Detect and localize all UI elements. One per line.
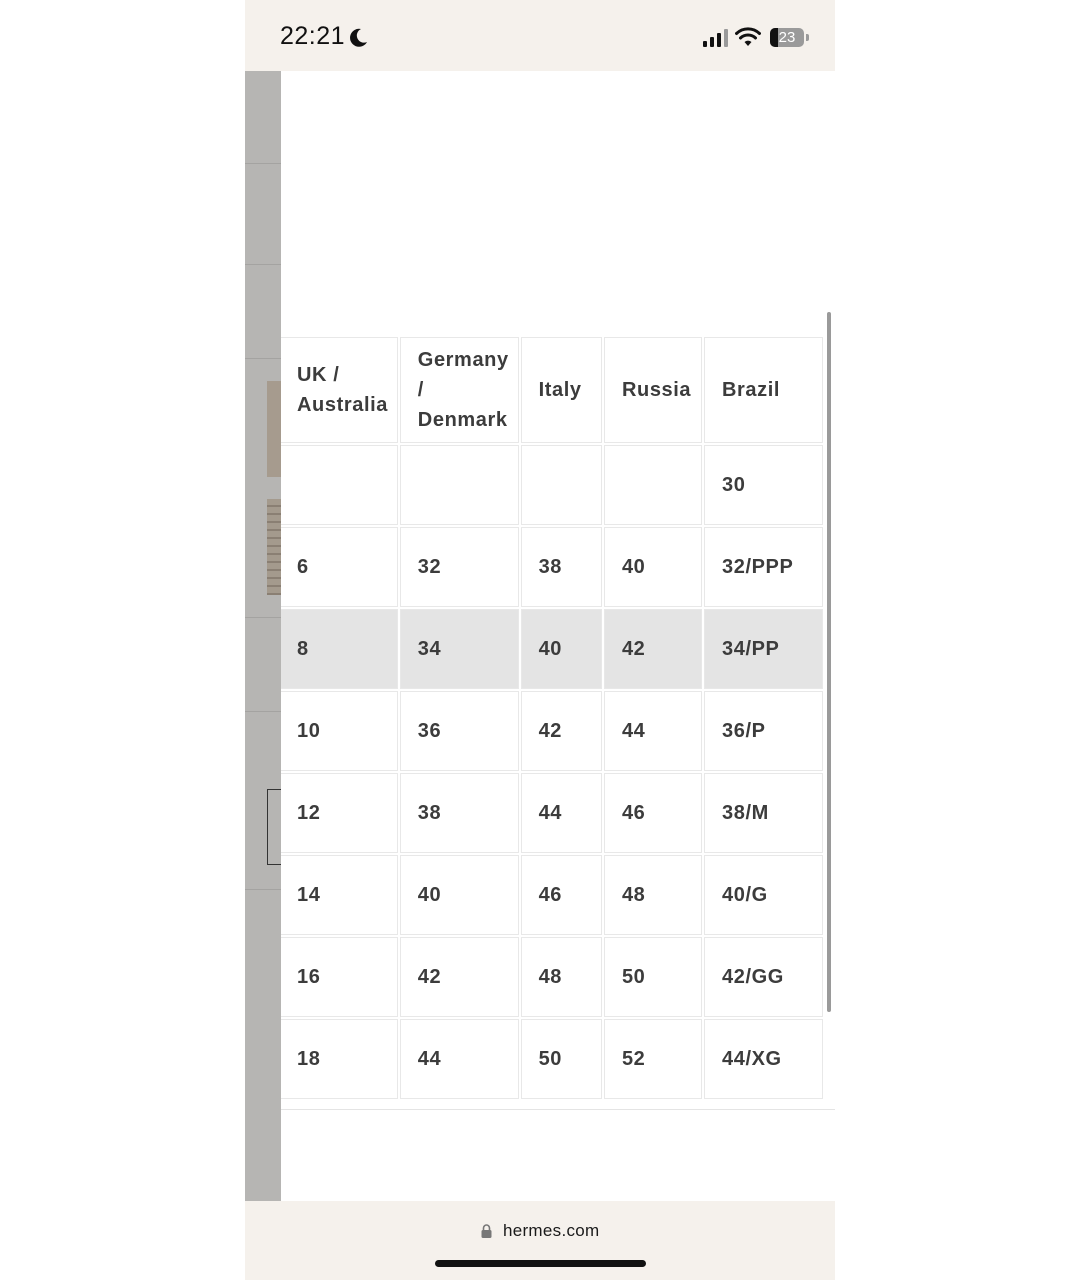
size-cell-germany-denmark: 32	[401, 528, 518, 606]
size-cell-uk-australia: 6	[281, 528, 397, 606]
header-italy	[522, 338, 601, 442]
background-divider	[245, 711, 281, 712]
size-cell-italy: 50	[522, 1020, 601, 1098]
header-line: Denmark	[417, 409, 508, 431]
url-text: hermes.com	[502, 1221, 600, 1240]
header-germany-denmark	[401, 338, 518, 442]
header-line: Italy	[538, 379, 582, 401]
background-product-thumbnail	[267, 499, 281, 595]
size-cell-italy: 42	[522, 692, 601, 770]
battery-icon	[770, 28, 804, 47]
header-line: /	[417, 379, 424, 401]
size-cell-brazil: 42/GG	[705, 938, 822, 1016]
size-cell-italy: 44	[522, 774, 601, 852]
header-line: UK /	[297, 364, 340, 386]
background-page-overlay[interactable]	[245, 71, 281, 1201]
size-cell-brazil: 32/PPP	[705, 528, 822, 606]
table-header-row	[281, 338, 822, 442]
table-row	[281, 938, 822, 1016]
header-line: Russia	[621, 379, 692, 401]
table-row	[281, 528, 822, 606]
table-row	[281, 856, 822, 934]
wifi-icon	[735, 27, 761, 47]
battery-tip	[806, 34, 809, 41]
size-table-scroll-area[interactable]	[281, 333, 835, 1113]
signal-icon	[703, 29, 729, 47]
header-line: Brazil	[722, 379, 781, 401]
size-cell-brazil: 34/PP	[705, 610, 822, 688]
size-cell-italy: 48	[522, 938, 601, 1016]
size-cell-germany-denmark: 34	[401, 610, 518, 688]
background-divider	[245, 264, 281, 265]
background-product-thumbnail	[267, 381, 281, 477]
size-cell-uk-australia: 16	[281, 938, 397, 1016]
battery-percent: 23	[778, 29, 796, 46]
size-cell-uk-australia: 10	[281, 692, 397, 770]
address-bar[interactable]	[245, 1221, 835, 1241]
header-line: Australia	[297, 394, 388, 416]
size-cell-brazil: 44/XG	[705, 1020, 822, 1098]
size-cell-brazil: 40/G	[705, 856, 822, 934]
header-brazil	[705, 338, 822, 442]
table-row	[281, 446, 822, 524]
table-row	[281, 774, 822, 852]
size-cell-uk-australia: 12	[281, 774, 397, 852]
moon-icon	[347, 27, 369, 49]
browser-bottom-bar	[245, 1201, 835, 1280]
size-cell-brazil: 30	[705, 446, 822, 524]
size-cell-germany-denmark: 40	[401, 856, 518, 934]
size-cell-russia: 52	[605, 1020, 701, 1098]
table-row	[281, 610, 822, 688]
status-bar	[245, 0, 835, 71]
size-cell-russia: 48	[605, 856, 701, 934]
size-cell-uk-australia: 8	[281, 610, 397, 688]
size-cell-italy	[522, 446, 601, 524]
size-conversion-table	[281, 334, 826, 1102]
background-divider	[245, 889, 281, 890]
lock-icon	[481, 1224, 492, 1238]
scrollbar[interactable]	[827, 312, 831, 1012]
background-divider	[245, 163, 281, 164]
size-cell-germany-denmark: 44	[401, 1020, 518, 1098]
size-cell-italy: 40	[522, 610, 601, 688]
table-row	[281, 692, 822, 770]
phone-screen	[245, 0, 835, 1280]
size-cell-russia: 44	[605, 692, 701, 770]
background-divider	[245, 617, 281, 618]
size-cell-russia: 42	[605, 610, 701, 688]
size-cell-russia	[605, 446, 701, 524]
size-cell-germany-denmark: 38	[401, 774, 518, 852]
header-russia	[605, 338, 701, 442]
size-cell-russia: 50	[605, 938, 701, 1016]
header-line: Germany	[417, 349, 509, 371]
size-guide-modal	[281, 71, 835, 1201]
size-cell-brazil: 36/P	[705, 692, 822, 770]
size-cell-uk-australia: 18	[281, 1020, 397, 1098]
status-time: 22:21	[280, 22, 346, 50]
table-row	[281, 1020, 822, 1098]
size-cell-russia: 40	[605, 528, 701, 606]
home-indicator[interactable]	[435, 1260, 646, 1267]
size-cell-germany-denmark	[401, 446, 518, 524]
header-uk-australia	[281, 338, 397, 442]
size-cell-germany-denmark: 42	[401, 938, 518, 1016]
table-bottom-divider	[281, 1109, 835, 1110]
background-outlined-box	[267, 789, 281, 865]
size-cell-uk-australia: 14	[281, 856, 397, 934]
size-cell-italy: 38	[522, 528, 601, 606]
size-cell-brazil: 38/M	[705, 774, 822, 852]
background-divider	[245, 358, 281, 359]
size-cell-russia: 46	[605, 774, 701, 852]
size-cell-italy: 46	[522, 856, 601, 934]
size-cell-germany-denmark: 36	[401, 692, 518, 770]
size-cell-uk-australia	[281, 446, 397, 524]
